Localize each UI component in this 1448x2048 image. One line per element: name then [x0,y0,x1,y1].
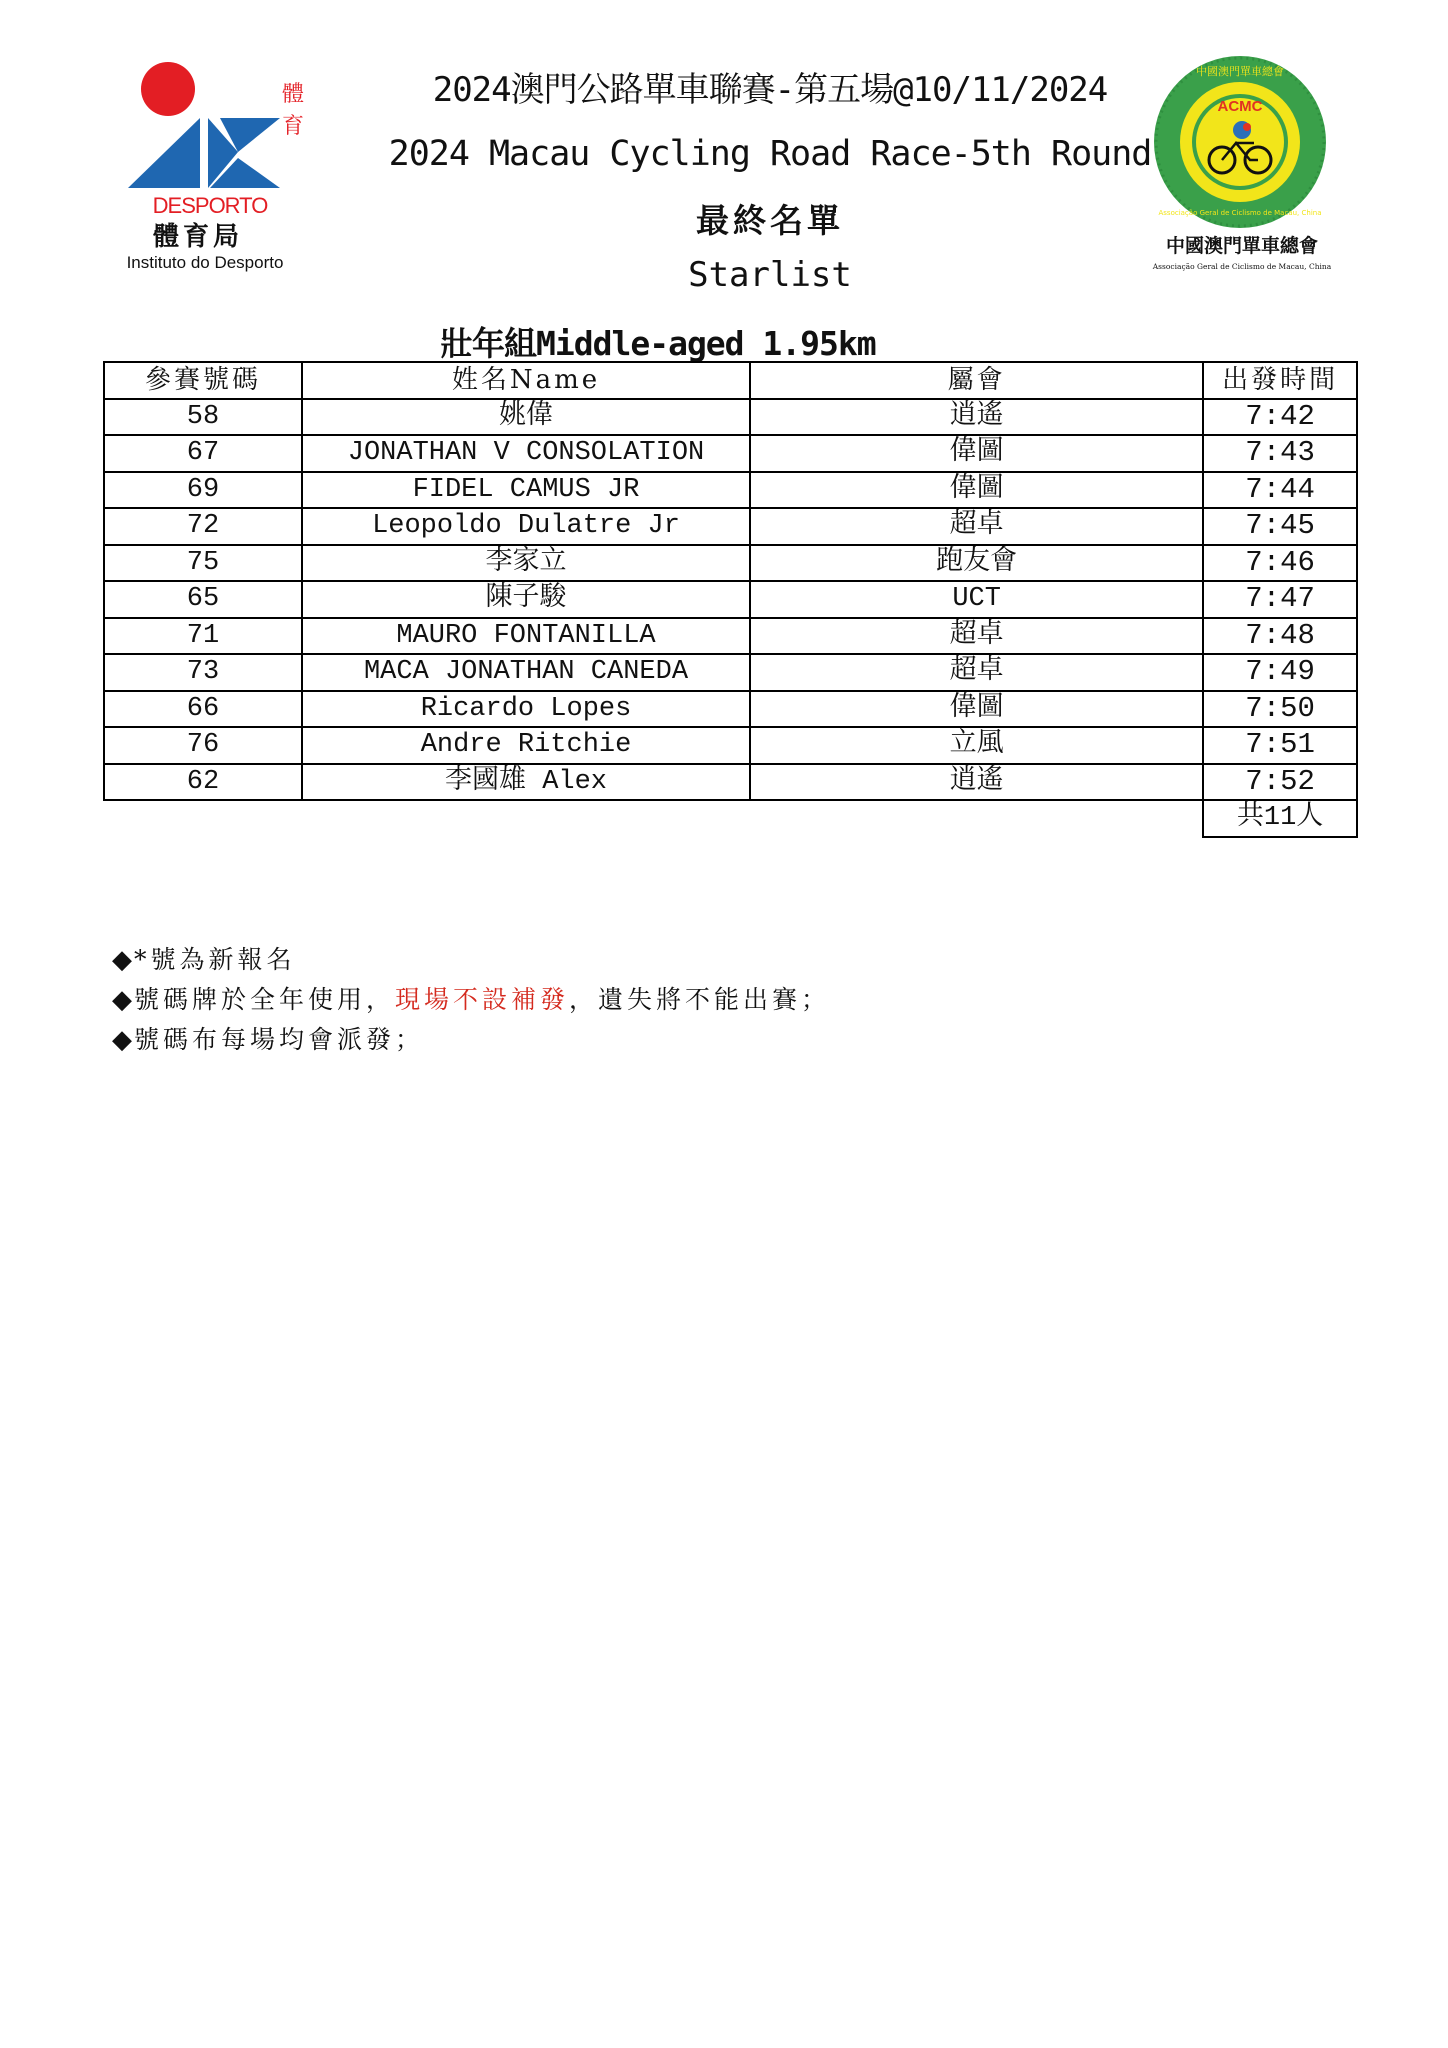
total-count-cell: 共11人 [1203,800,1357,837]
logo-side-char-2: 育 [282,114,305,139]
bib-cell: 66 [104,691,302,728]
table-row [104,727,1357,764]
event-title-en: 2024 Macau Cycling Road Race-5th Round [388,134,1152,174]
logo-name-zh: 體育局 [152,222,244,252]
club-cell: UCT [750,581,1203,618]
club-cell: 偉圖 [750,691,1203,728]
note-new-registration [112,940,830,980]
note-text: *號為新報名 [134,945,296,974]
note-warning-text: 現場不設補發 [395,985,570,1014]
acmc-ring-text-bottom: Associação Geral de Ciclismo de Macau, China [1158,209,1322,217]
start-time-cell: 7:47 [1203,581,1357,618]
logo-side-char-1: 體 [282,82,305,107]
start-time-cell: 7:48 [1203,618,1357,655]
total-row [104,800,1357,837]
name-cell: JONATHAN V CONSOLATION [302,435,750,472]
table-row [104,545,1357,582]
acmc-badge-text: ACMC [1217,98,1263,115]
table-row [104,581,1357,618]
note-text: ，遺失將不能出賽； [569,985,831,1014]
name-cell: FIDEL CAMUS JR [302,472,750,509]
name-cell: Andre Ritchie [302,727,750,764]
table-row [104,618,1357,655]
table-row [104,435,1357,472]
name-cell: 陳子駿 [302,581,750,618]
club-cell: 逍遙 [750,399,1203,436]
acmc-ring-text-top: 中國澳門單車總會 [1196,65,1284,78]
name-cell: Leopoldo Dulatre Jr [302,508,750,545]
bib-cell: 62 [104,764,302,801]
table-row [104,691,1357,728]
bib-cell: 75 [104,545,302,582]
table-row [104,399,1357,436]
club-cell: 超卓 [750,508,1203,545]
diamond-bullet-icon: ◆ [112,1025,132,1055]
name-cell: 李國雄 Alex [302,764,750,801]
bib-cell: 71 [104,618,302,655]
bib-cell: 65 [104,581,302,618]
column-header-name: 姓名Name [302,362,750,399]
event-title-zh: 2024澳門公路單車聯賽-第五場@10/11/2024 [432,70,1108,110]
name-cell: Ricardo Lopes [302,691,750,728]
start-time-cell: 7:45 [1203,508,1357,545]
start-time-cell: 7:51 [1203,727,1357,764]
table-row [104,472,1357,509]
column-header-club: 屬會 [750,362,1203,399]
club-cell: 偉圖 [750,472,1203,509]
bib-cell: 69 [104,472,302,509]
club-cell: 超卓 [750,618,1203,655]
notes-section [112,940,830,1060]
name-cell: MAURO FONTANILLA [302,618,750,655]
start-time-cell: 7:52 [1203,764,1357,801]
start-time-cell: 7:49 [1203,654,1357,691]
final-list-title-zh: 最終名單 [696,201,844,240]
start-time-cell: 7:46 [1203,545,1357,582]
name-cell: MACA JONATHAN CANEDA [302,654,750,691]
start-time-cell: 7:42 [1203,399,1357,436]
column-header-start-time: 出發時間 [1203,362,1357,399]
note-text: 號碼布每場均會派發； [134,1025,425,1054]
instituto-do-desporto-logo [110,55,310,280]
bib-cell: 76 [104,727,302,764]
acmc-name-pt: Associação Geral de Ciclismo de Macau, China [1152,262,1332,271]
club-cell: 立風 [750,727,1203,764]
logo-brand: DESPORTO [152,193,268,218]
table-row [104,508,1357,545]
club-cell: 逍遙 [750,764,1203,801]
club-cell: 跑友會 [750,545,1203,582]
table-row [104,654,1357,691]
column-header-bib: 參賽號碼 [104,362,302,399]
club-cell: 超卓 [750,654,1203,691]
name-cell: 姚偉 [302,399,750,436]
desporto-emblem-icon [110,55,310,280]
diamond-bullet-icon: ◆ [112,945,132,975]
note-text: 號碼牌於全年使用， [134,985,396,1014]
starlist-table [103,361,1358,838]
logo-name-pt: Instituto do Desporto [126,253,284,272]
bib-cell: 72 [104,508,302,545]
start-time-cell: 7:44 [1203,472,1357,509]
table-header-row [104,362,1357,399]
bib-cell: 73 [104,654,302,691]
name-cell: 李家立 [302,545,750,582]
club-cell: 偉圖 [750,435,1203,472]
note-bib-usage [112,980,830,1020]
acmc-name-zh: 中國澳門單車總會 [1165,235,1319,257]
bib-cell: 58 [104,399,302,436]
category-heading: 壯年組Middle-aged 1.95km [440,324,876,363]
note-bib-distribution [112,1020,830,1060]
start-time-cell: 7:50 [1203,691,1357,728]
table-row [104,764,1357,801]
starlist-title: Starlist [688,255,852,295]
diamond-bullet-icon: ◆ [112,985,132,1015]
bib-cell: 67 [104,435,302,472]
start-time-cell: 7:43 [1203,435,1357,472]
